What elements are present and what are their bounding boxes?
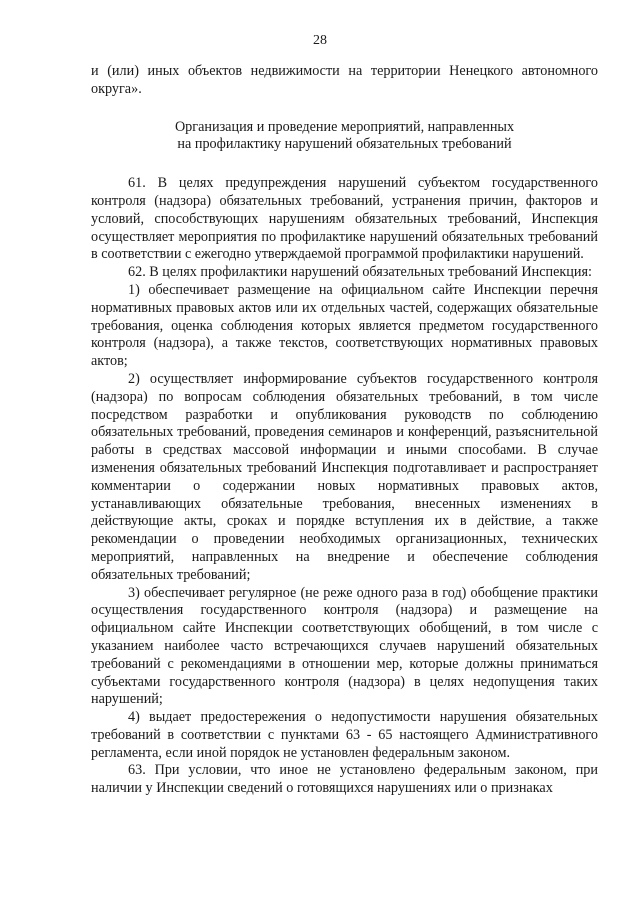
page-number: 28 <box>313 33 327 48</box>
list-item-2: 2) осуществляет информирование субъектов государственного контроля (надзора) по вопросам соблюдения обязательных требований, в том числе посредством разработки и опубликования руководств по соблюдению обязательных требований, проведения семинаров и конференций, разъяснительной работы в средствах массовой информации и иными способами. В случае изменения обязательных требований Инспекция подготавливает и распространяет комментарии о содержании новых нормативных правовых актов, устанавливающих обязательные требования, внесенных изменениях в действующие акты, сроках и порядке вступления их в действие, а также рекомендации о проведении необходимых организационных, технических мероприятий, направленных на внедрение и обеспечение соблюдения обязательных требований; <box>91 370 598 583</box>
section-heading-line-2: на профилактику нарушений обязательных требований <box>177 136 512 153</box>
intro-paragraph: и (или) иных объектов недвижимости на территории Ненецкого автономного округа». <box>91 63 598 97</box>
section-heading-line-1: Организация и проведение мероприятий, направленных <box>174 118 515 135</box>
list-item-1: 1) обеспечивает размещение на официальном сайте Инспекции перечня нормативных правовых актов или их отдельных частей, содержащих обязательные требования, оценка соблюдения которых является предметом государственного контроля (надзора), а также текстов, соответствующих нормативных правовых актов; <box>91 281 598 370</box>
paragraph-63: 63. При условии, что иное не установлено федеральным законом, при наличии у Инспекции сведений о готовящихся нарушениях или о признаках <box>91 762 598 797</box>
paragraph-62: 62. В целях профилактики нарушений обязательных требований Инспекция: <box>128 264 592 281</box>
list-item-3: 3) обеспечивает регулярное (не реже одного раза в год) обобщение практики осуществления государственного контроля (надзора) и размещение на официальном сайте Инспекции соответствующих обобщений, в том числе с указанием наиболее часто встречающихся случаев нарушений обязательных требований с рекомендациями в отношении мер, которые должны приниматься субъектами государственного контроля (надзора) в целях недопущения таких нарушений; <box>91 584 598 708</box>
document-body <box>91 63 598 798</box>
paragraph-61: 61. В целях предупреждения нарушений субъектом государственного контроля (надзора) обязательных требований, устранения причин, факторов и условий, способствующих нарушениям обязательных требований, Инспекция осуществляет мероприятия по профилактике нарушений обязательных требований в соответствии с ежегодно утверждаемой программой профилактики нарушений. <box>91 175 598 263</box>
section-heading <box>91 119 598 155</box>
list-item-4: 4) выдает предостережения о недопустимости нарушения обязательных требований в соответствии с пунктами 63 - 65 настоящего Административного регламента, если иной порядок не установлен федеральным законом. <box>91 709 598 761</box>
